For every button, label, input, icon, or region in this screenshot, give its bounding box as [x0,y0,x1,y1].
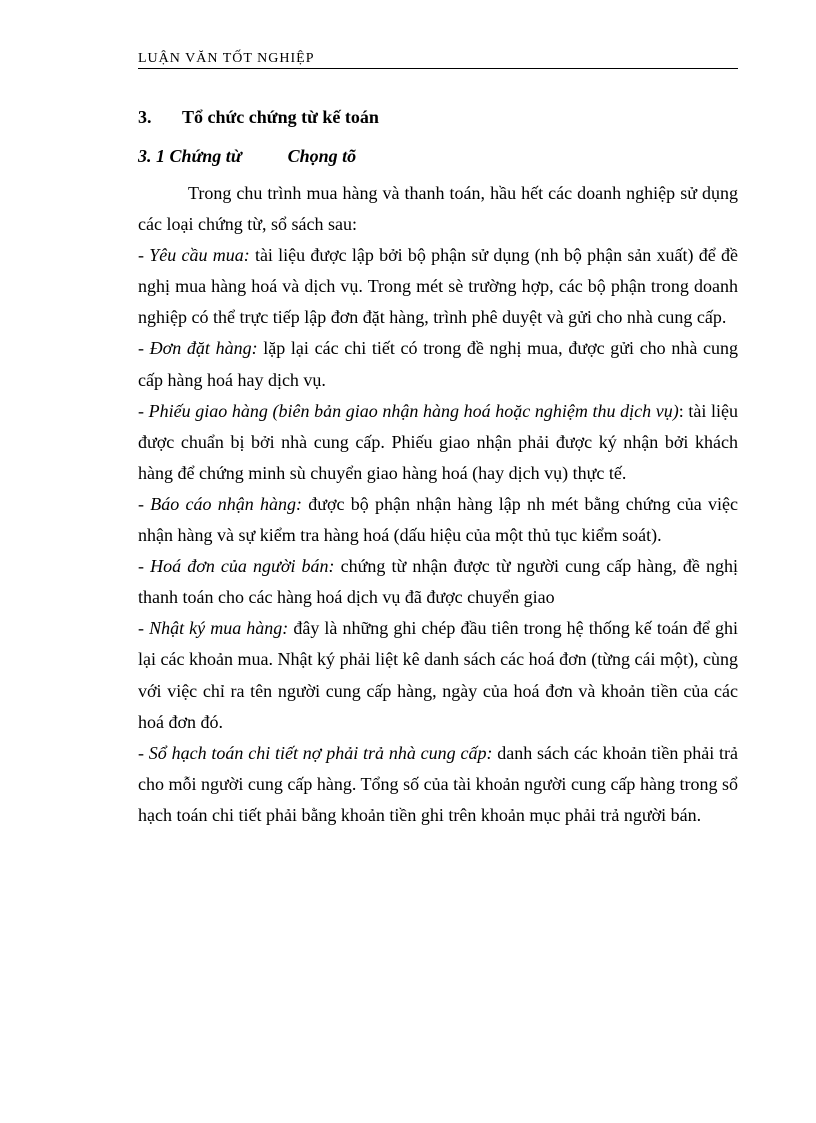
page-header [138,49,738,69]
subsection-heading [138,145,738,167]
subsection-title: Chọng tõ [287,146,357,166]
item-term: - Phiếu giao hàng (biên bản giao nhận hàng hoá hoặc nghiệm thu dịch vụ) [138,400,679,421]
list-item [138,489,738,551]
section-title: Tổ chức chứng từ kế toán [182,107,379,127]
item-text: đây là những ghi chép đầu tiên trong hệ thống kế toán để ghi lại các khoản mua. Nhật ký phải liệt kê danh sách các hoá đơn (từng cái một), cùng với việc chỉ ra tên người cung cấp hàng, ngày của hoá đơn và khoản tiền của các hoá đơn đó. [138,618,738,732]
list-item [138,333,738,395]
list-item [138,738,738,831]
list-item [138,396,738,489]
item-text: : tài liệu được chuẩn bị bởi nhà cung cấp. Phiếu giao nhận phải được ký nhận bởi khách hàng để chứng minh sù chuyển giao hàng hoá (hay dịch vụ) thực tế. [138,400,739,483]
item-term: - Báo cáo nhận hàng: [138,493,302,514]
list-item [138,613,738,737]
header-title: LUẬN VĂN TỐT NGHIỆP [138,51,315,66]
item-text: được bộ phận nhận hàng lập nh mét bằng chứng của việc nhận hàng và sự kiểm tra hàng hoá (dấu hiệu của một thủ tục kiểm soát). [138,493,738,546]
document-body [138,178,738,831]
list-item [138,240,738,333]
item-term: - Hoá đơn của người bán: [138,556,335,577]
item-text: chứng từ nhận được từ người cung cấp hàng, đề nghị thanh toán cho các hàng hoá dịch vụ đã được chuyển giao [138,556,738,608]
item-text: tài liệu được lập bởi bộ phận sử dụng (nh bộ phận sản xuất) để đề nghị mua hàng hoá và dịch vụ. Trong mét sè trường hợp, các bộ phận trong doanh nghiệp có thể trực tiếp lập đơn đặt hàng, trình phê duyệt và gửi cho nhà cung cấp. [138,245,738,328]
item-term: - Sổ hạch toán chi tiết nợ phải trả nhà cung cấp: [138,742,493,763]
list-item [138,551,738,613]
item-text: lặp lại các chi tiết có trong đề nghị mua, được gửi cho nhà cung cấp hàng hoá hay dịch vụ. [138,338,738,390]
item-text: danh sách các khoản tiền phải trả cho mỗi người cung cấp hàng. Tổng số của tài khoản người cung cấp hàng trong sổ hạch toán chi tiết phải bằng khoản tiền ghi trên khoản mục phải trả người bán. [138,742,738,825]
intro-paragraph: Trong chu trình mua hàng và thanh toán, hầu hết các doanh nghiệp sử dụng các loại chứng từ, sổ sách sau: [138,183,738,235]
section-number: 3. [138,107,152,127]
item-term: - Nhật ký mua hàng: [138,618,289,639]
item-term: - Đơn đặt hàng: [138,338,258,359]
item-term: - Yêu cầu mua: [138,245,250,266]
section-heading [138,106,738,128]
subsection-number: 3. 1 Chứng từ [138,146,242,166]
